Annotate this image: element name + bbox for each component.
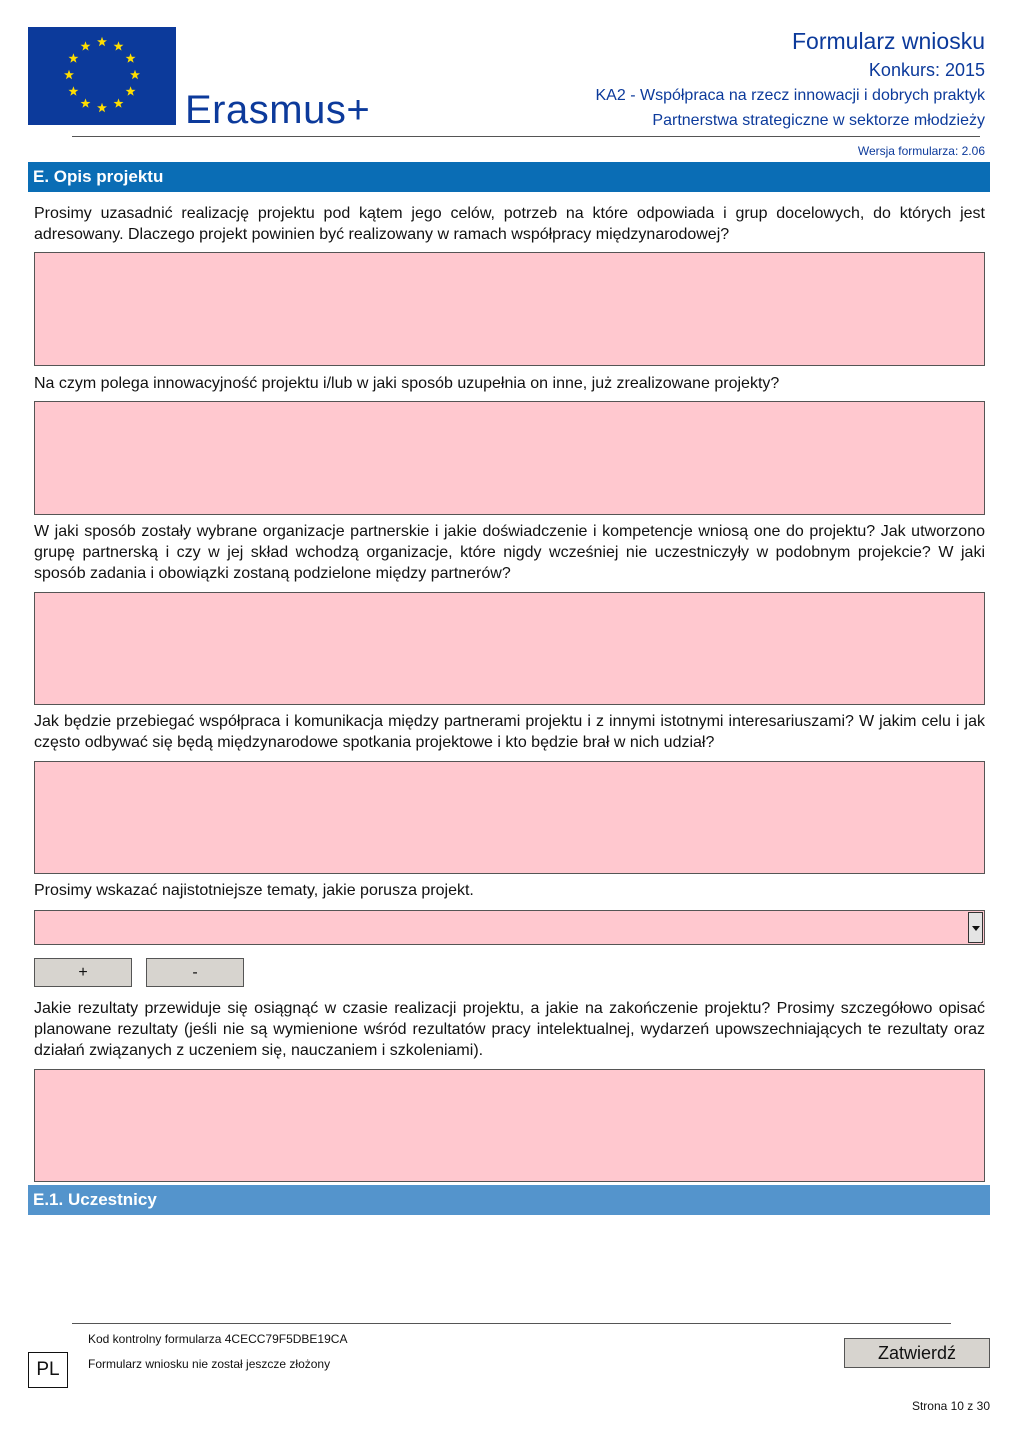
star-icon [130,70,140,79]
star-icon [114,41,124,50]
star-icon [81,98,91,107]
submit-button[interactable]: Zatwierdź [844,1338,990,1368]
page-number: Strona 10 z 30 [911,1399,990,1413]
star-icon [68,53,78,62]
question-innovation: Na czym polega innowacyjność projektu i/lub w jaki sposób uzupełnia on inne, już zrealizowane projekty? [34,375,780,392]
action-type: Partnerstwa strategiczne w sektorze młodzieży [652,112,985,129]
form-version: Wersja formularza: 2.06 [857,144,985,158]
star-icon [97,103,107,112]
star-icon [81,41,91,50]
language-badge: PL [28,1352,68,1388]
chevron-down-icon[interactable] [968,912,983,943]
star-icon [126,53,136,62]
key-action: KA2 - Współpraca na rzecz innowacji i dobrych praktyk [595,87,985,104]
star-icon [97,37,107,46]
partnership-textarea[interactable] [34,592,985,705]
question-results: Jakie rezultaty przewiduje się osiągnąć w czasie realizacji projektu, a jakie na zakończenie projektu? Prosimy szczegółowo opisać planowane rezultaty (jeśli nie są wymienione wśród rezultatów pracy intelektualnej, wydarzeń upowszechniających te rezultaty oraz działań związanych z uczeniem się, nauczaniem i szkoleniami). [34,1000,985,1059]
footer-divider [72,1323,951,1324]
cooperation-textarea[interactable] [34,761,985,874]
call-year: Konkurs: 2015 [868,60,985,80]
innovation-textarea[interactable] [34,401,985,515]
form-title: Formularz wniosku [792,28,985,54]
erasmus-logo-text: Erasmus+ [185,88,371,132]
question-cooperation: Jak będzie przebiegać współpraca i komunikacja między partnerami projektu i z innymi istotnymi interesariuszami? W jakim celu i jak często odbywać się będą międzynarodowe spotkania projektowe i kto będzie brał w nich udział? [34,713,985,751]
eu-flag-logo [28,27,176,125]
submission-status: Formularz wniosku nie został jeszcze złożony [88,1357,331,1371]
results-textarea[interactable] [34,1069,985,1182]
star-icon [126,86,136,95]
question-rationale: Prosimy uzasadnić realizację projektu pod kątem jego celów, potrzeb na które odpowiada i grup docelowych, do których jest adresowany. Dlaczego projekt powinien być realizowany w ramach współpracy międzynarodowej? [34,205,985,243]
topics-dropdown[interactable] [34,910,985,945]
star-icon [64,70,74,79]
star-icon [68,86,78,95]
star-icon [114,98,124,107]
remove-topic-button[interactable]: - [146,958,244,987]
header-divider [72,136,980,137]
control-code: Kod kontrolny formularza 4CECC79F5DBE19CA [88,1332,348,1346]
rationale-textarea[interactable] [34,252,985,366]
question-partnership: W jaki sposób zostały wybrane organizacje partnerskie i jakie doświadczenie i kompetencje wniosą one do projektu? Jak utworzono grupę partnerską i czy w jej skład wchodzą organizacje, które nigdy wcześniej nie uczestniczyły w podobnym projekcie? W jaki sposób zadania i obowiązki zostaną podzielone między partnerów? [34,523,985,582]
question-topics: Prosimy wskazać najistotniejsze tematy, jakie porusza projekt. [34,882,474,899]
add-topic-button[interactable]: + [34,958,132,987]
section-header-participants: E.1. Uczestnicy [28,1185,990,1215]
section-header-project-description: E. Opis projektu [28,162,990,192]
